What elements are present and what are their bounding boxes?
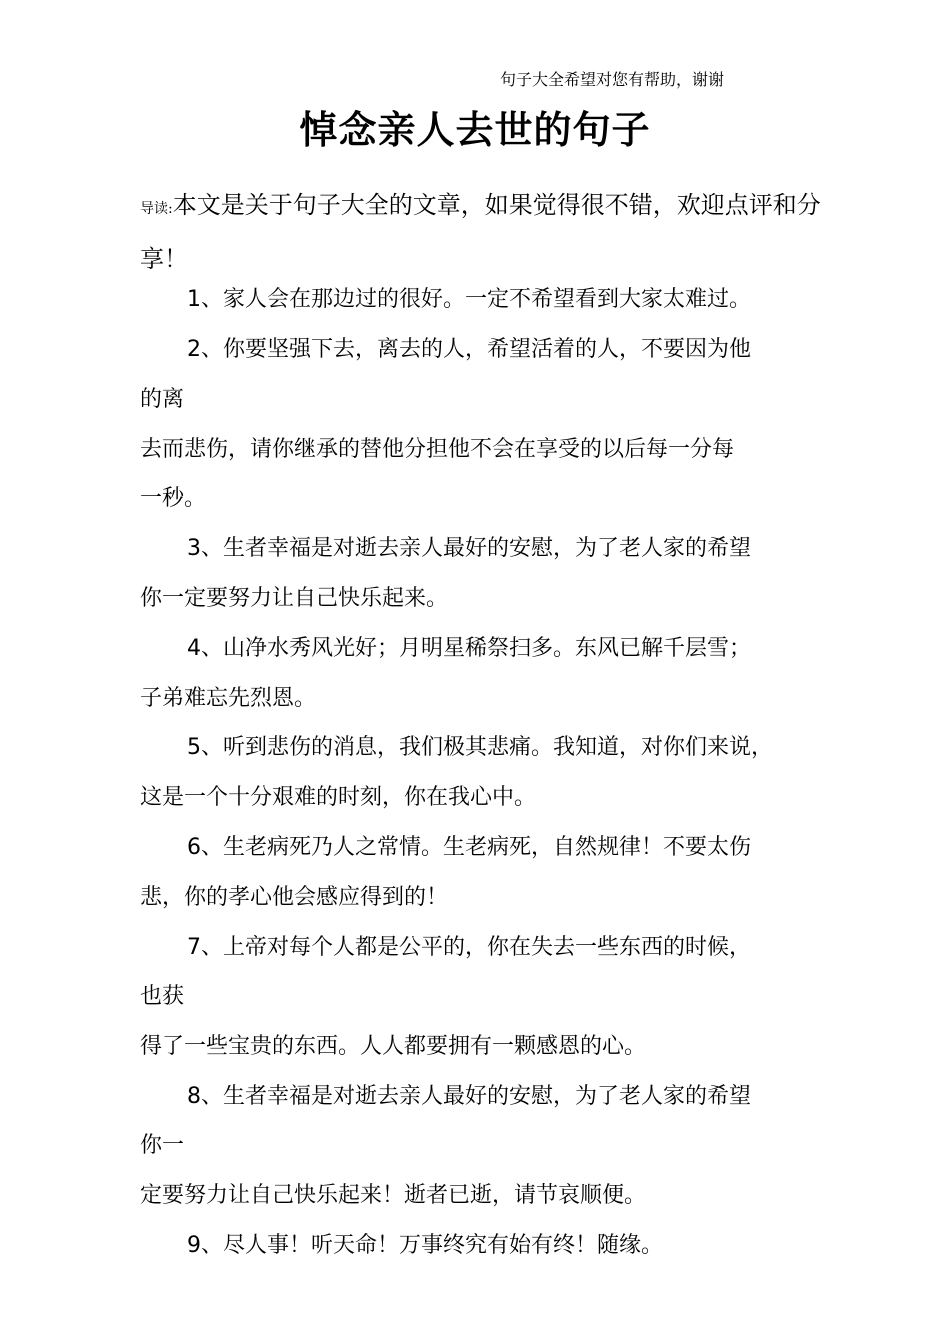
body-line: 悲，你的孝心他会感应得到的！: [140, 885, 449, 910]
body-line: 7、上帝对每个人都是公平的，你在失去一些东西的时候，: [187, 935, 751, 960]
body-line: 2、你要坚强下去，离去的人，希望活着的人，不要因为他: [187, 337, 751, 362]
header-note: 句子大全希望对您有帮助，谢谢: [500, 70, 725, 89]
body-line: 去而悲伤，请你继承的替他分担他不会在享受的以后每一分每: [140, 437, 735, 462]
body-line: 一秒。: [140, 486, 207, 511]
body-line: 的离: [140, 387, 185, 412]
body-line: 定要努力让自己快乐起来！逝者已逝，请节哀顺便。: [140, 1183, 647, 1208]
body-line: 也获: [140, 984, 185, 1009]
body-line: 4、山净水秀风光好；月明星稀祭扫多。东风已解千层雪；: [187, 636, 751, 661]
body-line: 6、生老病死乃人之常情。生老病死，自然规律！不要太伤: [187, 835, 751, 860]
body-line: 你一定要努力让自己快乐起来。: [140, 586, 449, 611]
body-line: 1、家人会在那边过的很好。一定不希望看到大家太难过。: [187, 287, 751, 312]
body-line: 9、尽人事！听天命！万事终究有始有终！随缘。: [187, 1233, 663, 1258]
intro-text: 本文是关于句子大全的文章，如果觉得很不错，欢迎点评和分享！: [140, 191, 821, 273]
body-line: 5、听到悲伤的消息，我们极其悲痛。我知道，对你们来说，: [187, 735, 773, 760]
body-line: 3、生者幸福是对逝去亲人最好的安慰，为了老人家的希望: [187, 536, 751, 561]
body-line: 子弟难忘先烈恩。: [140, 686, 317, 711]
page-title: 悼念亲人去世的句子: [299, 108, 651, 152]
intro-label: 导读:: [140, 201, 173, 217]
body-line: 你一: [140, 1133, 185, 1158]
body-line: 这是一个十分艰难的时刻，你在我心中。: [140, 785, 537, 810]
body-line: 8、生者幸福是对逝去亲人最好的安慰，为了老人家的希望: [187, 1084, 751, 1109]
body-line: 得了一些宝贵的东西。人人都要拥有一颗感恩的心。: [140, 1034, 647, 1059]
intro-paragraph: [140, 180, 840, 284]
